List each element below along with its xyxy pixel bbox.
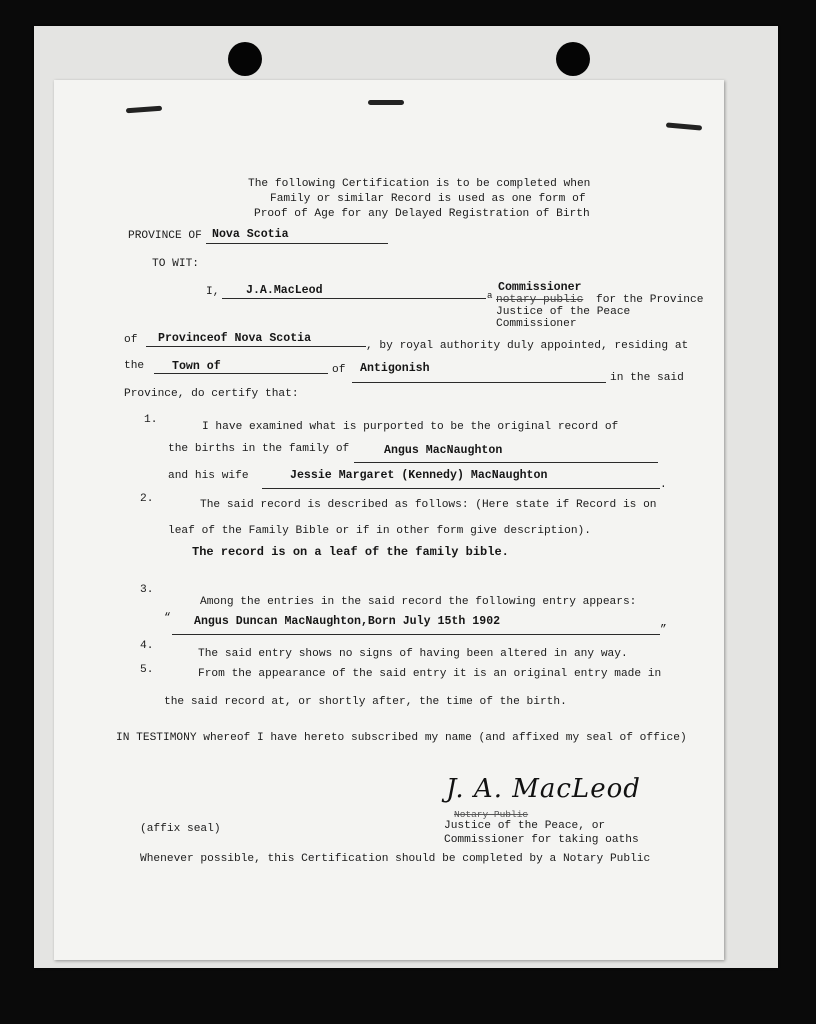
wife-name: Jessie Margaret (Kennedy) MacNaughton [290,469,548,482]
header-line-2: Family or similar Record is used as one form of [270,193,586,205]
item-3-text: Among the entries in the said record the following entry appears: [200,596,637,608]
residence-type-line [154,373,328,374]
wife-period: . [660,479,667,491]
residence-place-line [352,382,606,383]
province-label: PROVINCE OF [128,230,202,242]
birth-entry: Angus Duncan MacNaughton,Born July 15th 1902 [194,615,501,628]
title-typed: Commissioner [498,281,582,294]
signature-title-2: Commissioner for taking oaths [444,834,639,846]
name-line [222,298,486,299]
entry-line [172,634,660,635]
wife-line [262,488,660,489]
record-description: The record is on a leaf of the family bible. [192,545,509,559]
signature-title-1: Justice of the Peace, or [444,820,606,832]
signature-struck-title: Notary Public [454,809,529,820]
of-line [146,346,366,347]
father-name: Angus MacNaughton [384,444,503,457]
residence-place: Antigonish [360,362,430,375]
for-province: for the Province [596,294,704,306]
footer-note: Whenever possible, this Certification should be completed by a Notary Public [140,853,651,865]
authority-text: , by royal authority duly appointed, residing at [366,340,689,352]
item-3-number: 3. [140,584,154,596]
item-1-text-a: I have examined what is purported to be the original record of [202,421,619,433]
wife-label: and his wife [168,470,249,482]
residence-type: Town of [172,360,221,373]
title-article: a [487,291,493,301]
of-value: Provinceof Nova Scotia [158,332,312,345]
commissioner-option: Commissioner [496,318,577,330]
item-1-number: 1. [144,414,158,426]
i-label: I, [206,286,220,298]
justice-option: Justice of the Peace [496,306,631,318]
entry-open-quote: “ [164,612,171,624]
in-the-said: in the said [610,372,684,384]
item-2-text-b: leaf of the Family Bible or if in other form give description). [168,525,591,537]
the-label: the [124,360,145,372]
header-line-1: The following Certification is to be completed when [248,178,591,190]
item-4-text: The said entry shows no signs of having been altered in any way. [198,648,628,660]
punch-hole-left [228,42,262,76]
item-5-number: 5. [140,664,154,676]
item-2-number: 2. [140,493,154,505]
to-wit: TO WIT: [152,258,199,270]
signature: J. A. MacLeod [446,774,641,804]
certify-text: Province, do certify that: [124,388,299,400]
of-label-2: of [332,364,346,376]
item-5-text-a: From the appearance of the said entry it is an original entry made in [198,668,662,680]
paper-tab-middle [368,100,404,105]
punch-hole-right [556,42,590,76]
province-line [206,243,388,244]
item-1-text-b: the births in the family of [168,443,350,455]
province-value: Nova Scotia [212,228,289,241]
item-5-text-b: the said record at, or shortly after, the time of the birth. [164,696,567,708]
entry-close-quote: ” [660,624,667,636]
header-line-3: Proof of Age for any Delayed Registration of Birth [254,208,590,220]
item-2-text-a: The said record is described as follows: (Here state if Record is on [200,499,657,511]
father-line [354,462,658,463]
testimony-text: IN TESTIMONY whereof I have hereto subscribed my name (and affixed my seal of office) [116,732,687,744]
of-label: of [124,334,138,346]
affix-seal: (affix seal) [140,823,221,835]
title-struck: notary public [496,294,584,306]
item-4-number: 4. [140,640,154,652]
name-value: J.A.MacLeod [246,284,323,297]
